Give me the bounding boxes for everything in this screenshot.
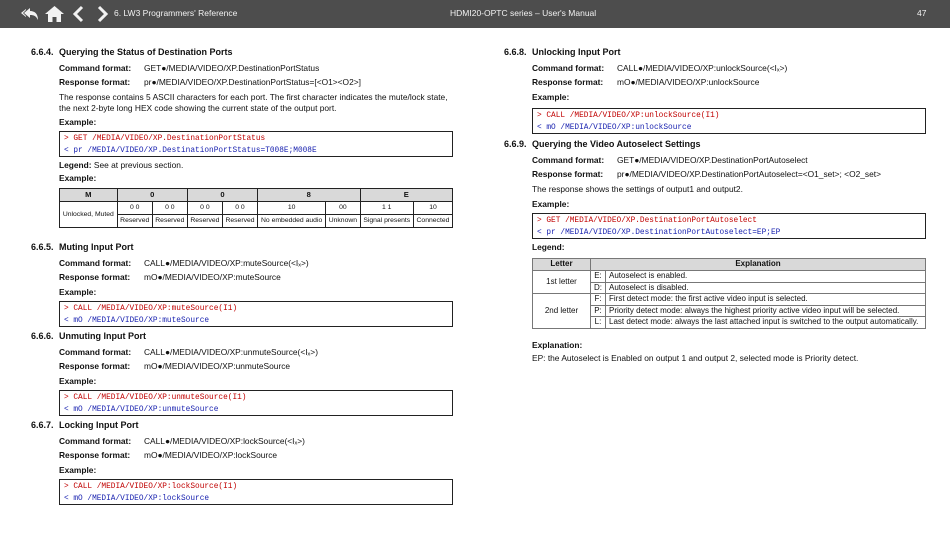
command-format-row — [532, 63, 787, 74]
table-cell: 00 — [326, 202, 360, 215]
manual-title: HDMI20-OPTC series – User's Manual — [450, 8, 597, 18]
label-colon: : — [600, 77, 604, 87]
response-format-row — [532, 169, 881, 180]
table-cell: Last detect mode: always the last attached input is switched to the output automatically. — [606, 317, 926, 329]
example-response: < mO /MEDIA/VIDEO/XP:lockSource — [64, 495, 210, 503]
response-format-value: mO●/MEDIA/VIDEO/XP:muteSource — [144, 272, 281, 282]
command-format-label: Command format — [532, 63, 602, 73]
table-row — [533, 317, 926, 329]
table-cell: First detect mode: the first active video input is selected. — [606, 294, 926, 306]
example-request: > GET /MEDIA/VIDEO/XP.DestinationPortStatus — [64, 135, 266, 143]
table-cell: E: — [591, 271, 606, 283]
port-status-table — [59, 188, 453, 228]
label-colon: : — [601, 155, 605, 165]
section-heading — [31, 331, 146, 343]
section-title: Locking Input Port — [59, 420, 139, 430]
table-header: 0 — [187, 189, 257, 202]
table-cell: Reserved — [117, 215, 152, 228]
response-format-row — [59, 77, 361, 88]
table-row — [533, 305, 926, 317]
table-cell: L: — [591, 317, 606, 329]
table-header: Explanation — [591, 259, 926, 271]
example-response: < pr /MEDIA/VIDEO/XP.DestinationPortStatus=T008E;M008E — [64, 147, 317, 155]
section-number: 6.6.4. — [31, 47, 54, 57]
label-colon: : — [127, 450, 131, 460]
command-format-value: GET●/MEDIA/VIDEO/XP.DestinationPortStatus — [144, 63, 320, 73]
table-row — [60, 202, 453, 215]
command-format-value: GET●/MEDIA/VIDEO/XP.DestinationPortAutoselect — [617, 155, 808, 165]
top-bar — [0, 0, 950, 28]
description: The response contains 5 ASCII characters for each port. The first character indicates the mute/lock state, the next 2-byte long HEX code showing the current state of the output port. — [59, 92, 448, 113]
response-format-label: Response format — [59, 272, 128, 282]
command-format-value: CALL●/MEDIA/VIDEO/XP:lockSource(<Iₓ>) — [144, 436, 305, 446]
table-header-row — [60, 189, 453, 202]
table-cell: 1 1 — [360, 202, 413, 215]
example-label-text: Example — [59, 117, 94, 127]
command-format-value: CALL●/MEDIA/VIDEO/XP:unlockSource(<Iₓ>) — [617, 63, 788, 73]
table-cell: Unknown — [326, 215, 360, 228]
table-row — [533, 271, 926, 283]
response-format-value: mO●/MEDIA/VIDEO/XP:lockSource — [144, 450, 278, 460]
table-cell: F: — [591, 294, 606, 306]
example-label — [59, 287, 96, 298]
example-response: < mO /MEDIA/VIDEO/XP:unmuteSource — [64, 406, 219, 414]
table-cell: Connected — [413, 215, 452, 228]
table-cell: Reserved — [222, 215, 257, 228]
response-format-value: mO●/MEDIA/VIDEO/XP:unmuteSource — [144, 361, 291, 371]
command-format-label: Command format — [59, 258, 129, 268]
legend-text: See at previous section. — [91, 160, 184, 170]
chevron-left-icon[interactable] — [68, 4, 89, 24]
response-format-value: mO●/MEDIA/VIDEO/XP:unlockSource — [617, 77, 760, 87]
section-title: Muting Input Port — [59, 242, 134, 252]
label-colon: : — [127, 361, 131, 371]
command-format-value: CALL●/MEDIA/VIDEO/XP:unmuteSource(<Iₓ>) — [144, 347, 318, 357]
label-colon: : — [93, 465, 97, 475]
table-cell: 0 0 — [117, 202, 152, 215]
table-cell: 0 0 — [222, 202, 257, 215]
section-number: 6.6.8. — [504, 47, 527, 57]
description: The response shows the settings of output1 and output2. — [532, 184, 743, 194]
command-format-row — [59, 436, 305, 447]
page-number: 47 — [917, 8, 927, 18]
label-colon: : — [127, 77, 131, 87]
response-format-label: Response format — [532, 77, 601, 87]
table-cell: 10 — [258, 202, 326, 215]
command-format-value: CALL●/MEDIA/VIDEO/XP:muteSource(<Iₓ>) — [144, 258, 309, 268]
section-heading — [31, 47, 233, 59]
table-header: Letter — [533, 259, 591, 271]
section-number: 6.6.9. — [504, 139, 527, 149]
example-code-box — [59, 301, 453, 327]
table-cell: 2nd letter — [533, 294, 591, 329]
example-code-box — [532, 108, 926, 134]
table-row — [60, 215, 453, 228]
example-label-text: Example — [59, 376, 94, 386]
section-title: Unlocking Input Port — [532, 47, 621, 57]
label-colon: : — [566, 92, 570, 102]
response-format-value: pr●/MEDIA/VIDEO/XP.DestinationPortAutoselect=<O1_set>; <O2_set> — [617, 169, 881, 179]
label-colon: : — [566, 199, 570, 209]
response-format-label: Response format — [59, 77, 128, 87]
table-cell: Reserved — [152, 215, 187, 228]
section-heading — [31, 242, 133, 254]
label-colon: : — [600, 169, 604, 179]
table-row — [533, 294, 926, 306]
command-format-row — [532, 155, 808, 166]
table-header: 8 — [258, 189, 361, 202]
section-number: 6.6.7. — [31, 420, 54, 430]
table-cell: 0 0 — [152, 202, 187, 215]
table-header: 0 — [117, 189, 187, 202]
command-format-label: Command format — [59, 63, 129, 73]
example-request: > CALL /MEDIA/VIDEO/XP:lockSource(I1) — [64, 483, 238, 491]
table-cell: 0 0 — [187, 202, 222, 215]
example-label — [59, 376, 96, 387]
label-colon: : — [601, 63, 605, 73]
table-cell: P: — [591, 305, 606, 317]
example-label — [59, 465, 96, 476]
example-code-box — [59, 390, 453, 416]
table-cell: Signal presents — [360, 215, 413, 228]
label-colon: : — [127, 272, 131, 282]
example-response: < pr /MEDIA/VIDEO/XP.DestinationPortAutoselect=EP;EP — [537, 229, 781, 237]
command-format-label: Command format — [59, 347, 129, 357]
table-cell: Autoselect is disabled. — [606, 282, 926, 294]
example-response: < mO /MEDIA/VIDEO/XP:unlockSource — [537, 124, 692, 132]
example-label-text: Example — [59, 173, 94, 183]
label-colon: : — [128, 63, 132, 73]
response-format-value: pr●/MEDIA/VIDEO/XP.DestinationPortStatus=[<O1><O2>] — [144, 77, 361, 87]
example-label-text: Example — [532, 199, 567, 209]
table-header: M — [60, 189, 118, 202]
example-label — [59, 117, 96, 128]
example-label-text: Example — [59, 465, 94, 475]
section-number: 6.6.5. — [31, 242, 54, 252]
example-request: > CALL /MEDIA/VIDEO/XP:unmuteSource(I1) — [64, 394, 247, 402]
table-cell: Autoselect is enabled. — [606, 271, 926, 283]
section-number: 6.6.6. — [31, 331, 54, 341]
command-format-row — [59, 63, 319, 74]
example-label-text: Example — [532, 92, 567, 102]
command-format-label: Command format — [59, 436, 129, 446]
legend-row — [59, 160, 183, 171]
response-format-label: Response format — [59, 361, 128, 371]
example-code-box — [59, 479, 453, 505]
table-cell: 10 — [413, 202, 452, 215]
label-colon: : — [93, 173, 97, 183]
example-label — [532, 199, 569, 210]
response-format-row — [59, 361, 290, 372]
nav-icons — [20, 4, 113, 24]
legend-label: Legend: — [532, 242, 565, 252]
label-colon: : — [128, 347, 132, 357]
label-colon: : — [93, 287, 97, 297]
example-label-text: Example — [59, 287, 94, 297]
chapter-title[interactable]: 6. LW3 Programmers' Reference — [114, 8, 238, 18]
back-icon[interactable] — [20, 4, 41, 24]
table-cell: Reserved — [187, 215, 222, 228]
example-label — [532, 92, 569, 103]
home-icon[interactable] — [44, 4, 65, 24]
example-label — [59, 173, 96, 184]
explanation-label: Explanation: — [532, 340, 583, 350]
command-format-row — [59, 347, 318, 358]
section-heading — [504, 47, 621, 59]
explanation-text: EP: the Autoselect is Enabled on output 1 and output 2, selected mode is Priority detect. — [532, 353, 859, 363]
table-cell: D: — [591, 282, 606, 294]
autoselect-legend-table — [532, 258, 926, 329]
table-cell: No embedded audio — [258, 215, 326, 228]
table-cell: Unlocked, Muted — [60, 202, 118, 228]
label-colon: : — [128, 436, 132, 446]
table-header: E — [360, 189, 452, 202]
example-code-box — [532, 213, 926, 239]
example-request: > CALL /MEDIA/VIDEO/XP:unlockSource(I1) — [537, 112, 720, 120]
table-cell: Priority detect mode: always the highest priority active video input will be selected. — [606, 305, 926, 317]
section-heading — [31, 420, 139, 432]
command-format-row — [59, 258, 309, 269]
response-format-row — [532, 77, 759, 88]
section-title: Querying the Status of Destination Ports — [59, 47, 233, 57]
table-cell: 1st letter — [533, 271, 591, 294]
example-response: < mO /MEDIA/VIDEO/XP:muteSource — [64, 317, 210, 325]
response-format-label: Response format — [532, 169, 601, 179]
example-request: > CALL /MEDIA/VIDEO/XP:muteSource(I1) — [64, 305, 238, 313]
section-heading — [504, 139, 701, 151]
response-format-label: Response format — [59, 450, 128, 460]
label-colon: : — [93, 376, 97, 386]
table-row — [533, 282, 926, 294]
legend-label: Legend: — [59, 160, 92, 170]
example-request: > GET /MEDIA/VIDEO/XP.DestinationPortAutoselect — [537, 217, 757, 225]
example-code-box — [59, 131, 453, 157]
command-format-label: Command format — [532, 155, 602, 165]
label-colon: : — [128, 258, 132, 268]
section-title: Unmuting Input Port — [59, 331, 146, 341]
table-header-row — [533, 259, 926, 271]
label-colon: : — [93, 117, 97, 127]
response-format-row — [59, 272, 281, 283]
response-format-row — [59, 450, 277, 461]
chevron-right-icon[interactable] — [92, 4, 113, 24]
section-title: Querying the Video Autoselect Settings — [532, 139, 701, 149]
